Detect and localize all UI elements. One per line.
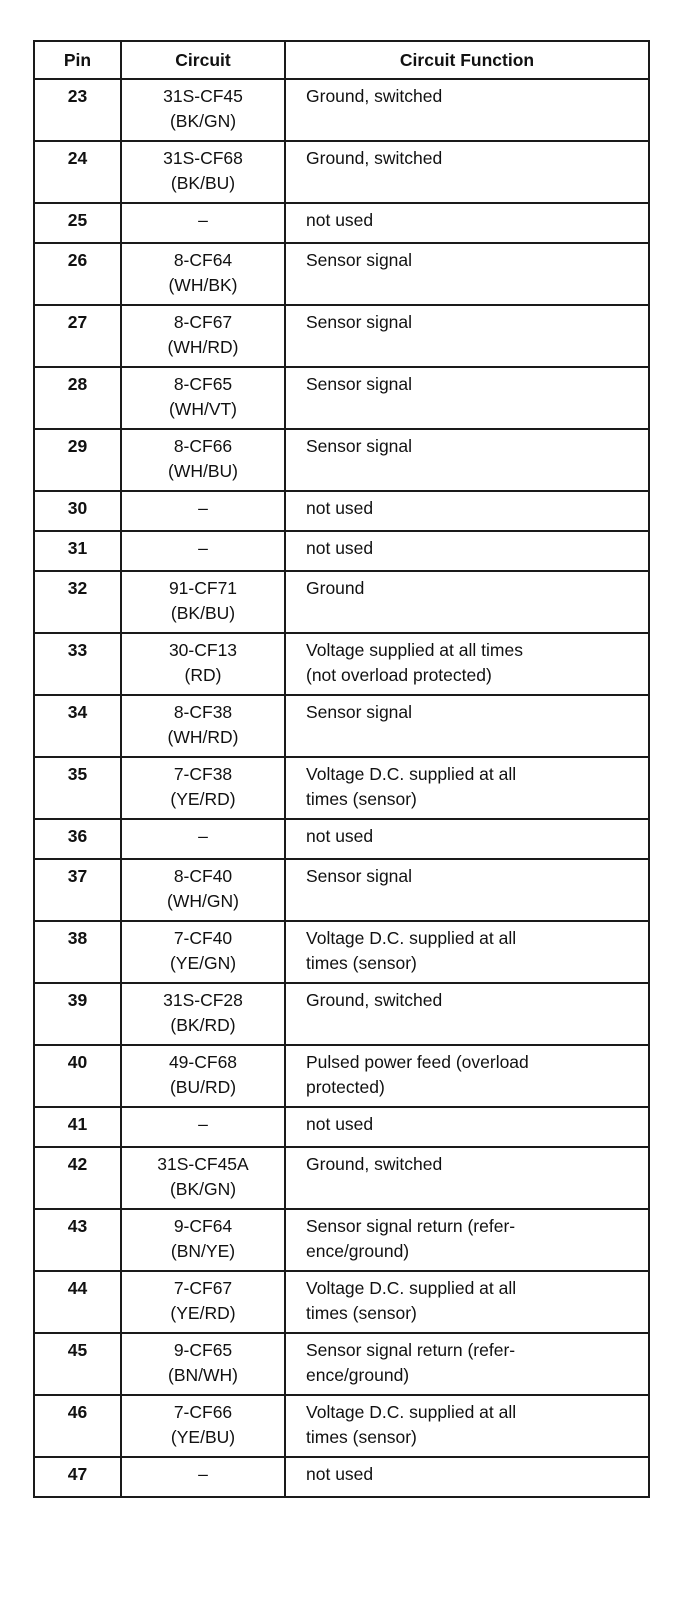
function-text: Sensor signal return (refer- (306, 1216, 516, 1236)
table-row (34, 757, 649, 819)
wire-color: (WH/VT) (168, 399, 238, 419)
function-text: Sensor signal (306, 866, 413, 886)
pin-cell: 43 (34, 1209, 121, 1271)
wire-color: (BN/WH) (168, 1365, 238, 1385)
function-text: times (sensor) (306, 1303, 417, 1323)
function-text: not used (306, 1114, 374, 1134)
function-text: Ground, switched (306, 990, 443, 1010)
circuit-code: 91-CF71 (168, 578, 238, 598)
table-row (34, 1209, 649, 1271)
circuit-cell (121, 757, 285, 819)
table-row (34, 367, 649, 429)
pin-cell: 39 (34, 983, 121, 1045)
circuit-cell (121, 79, 285, 141)
circuit-cell (121, 571, 285, 633)
circuit-function-cell (285, 921, 649, 983)
table-row (34, 531, 649, 571)
table-row (34, 1333, 649, 1395)
table-header-row (34, 41, 649, 79)
function-text: not used (306, 210, 374, 230)
table-row (34, 819, 649, 859)
circuit-code: 9-CF65 (173, 1340, 233, 1360)
table-row (34, 1045, 649, 1107)
function-text: Ground, switched (306, 86, 443, 106)
wire-color: (YE/BU) (170, 1427, 236, 1447)
circuit-function-cell (285, 633, 649, 695)
wire-color: (BK/GN) (169, 111, 237, 131)
pin-cell: 36 (34, 819, 121, 859)
circuit-code: 31S-CF45 (163, 86, 243, 106)
circuit-code: – (198, 538, 208, 558)
circuit-code: 9-CF64 (173, 1216, 233, 1236)
circuit-cell (121, 367, 285, 429)
table-row (34, 491, 649, 531)
circuit-code: – (198, 210, 208, 230)
circuit-function-cell (285, 429, 649, 491)
circuit-cell (121, 141, 285, 203)
circuit-cell (121, 1107, 285, 1147)
function-text: ence/ground) (306, 1241, 410, 1261)
table-row (34, 1457, 649, 1497)
pin-cell: 32 (34, 571, 121, 633)
table-row (34, 571, 649, 633)
circuit-function-cell (285, 305, 649, 367)
pin-cell: 30 (34, 491, 121, 531)
circuit-function-cell (285, 1333, 649, 1395)
table-row (34, 695, 649, 757)
pin-cell: 37 (34, 859, 121, 921)
circuit-cell (121, 921, 285, 983)
header-pin: Pin (34, 41, 121, 79)
circuit-function-cell (285, 859, 649, 921)
wire-color: (BK/BU) (170, 173, 236, 193)
circuit-function-cell (285, 141, 649, 203)
circuit-cell (121, 243, 285, 305)
function-text: Ground, switched (306, 148, 443, 168)
header-circuit: Circuit (121, 41, 285, 79)
pin-cell: 25 (34, 203, 121, 243)
function-text: protected) (306, 1077, 385, 1097)
table-body (34, 79, 649, 1497)
wire-color: (WH/GN) (167, 891, 239, 911)
circuit-cell (121, 531, 285, 571)
pin-cell: 46 (34, 1395, 121, 1457)
pin-cell: 45 (34, 1333, 121, 1395)
circuit-code: 7-CF38 (173, 764, 233, 784)
pin-cell: 34 (34, 695, 121, 757)
table-row (34, 203, 649, 243)
function-text: Sensor signal (306, 312, 413, 332)
circuit-function-cell (285, 491, 649, 531)
circuit-cell (121, 1333, 285, 1395)
circuit-code: 8-CF66 (173, 436, 233, 456)
wire-color: (YE/GN) (169, 953, 237, 973)
circuit-code: – (198, 498, 208, 518)
wire-color: (BK/RD) (170, 1015, 236, 1035)
pin-cell: 38 (34, 921, 121, 983)
table-row (34, 305, 649, 367)
function-text: Sensor signal (306, 374, 413, 394)
table-row (34, 79, 649, 141)
circuit-code: 30-CF13 (168, 640, 238, 660)
circuit-cell (121, 1457, 285, 1497)
table-row (34, 429, 649, 491)
circuit-function-cell (285, 243, 649, 305)
wire-color: (WH/RD) (167, 337, 239, 357)
header-circuit-function: Circuit Function (285, 41, 649, 79)
circuit-cell (121, 859, 285, 921)
function-text: Voltage D.C. supplied at all (306, 764, 517, 784)
wire-color: (WH/BU) (168, 461, 238, 481)
circuit-cell (121, 633, 285, 695)
pin-cell: 47 (34, 1457, 121, 1497)
function-text: Sensor signal (306, 702, 413, 722)
circuit-function-cell (285, 1147, 649, 1209)
circuit-cell (121, 1045, 285, 1107)
circuit-code: 7-CF67 (173, 1278, 233, 1298)
pin-cell: 44 (34, 1271, 121, 1333)
circuit-code: 8-CF40 (173, 866, 233, 886)
pin-cell: 33 (34, 633, 121, 695)
circuit-code: – (198, 826, 208, 846)
wire-color: (BK/BU) (170, 603, 236, 623)
table-row (34, 633, 649, 695)
circuit-cell (121, 1209, 285, 1271)
pin-table-container (33, 40, 648, 1498)
circuit-function-cell (285, 531, 649, 571)
function-text: times (sensor) (306, 789, 417, 809)
circuit-cell (121, 491, 285, 531)
circuit-function-cell (285, 695, 649, 757)
circuit-code: 31S-CF68 (163, 148, 243, 168)
function-text: Voltage D.C. supplied at all (306, 928, 517, 948)
circuit-function-cell (285, 757, 649, 819)
pin-cell: 28 (34, 367, 121, 429)
table-row (34, 1271, 649, 1333)
circuit-code: 7-CF40 (173, 928, 233, 948)
circuit-function-cell (285, 1107, 649, 1147)
function-text: not used (306, 538, 374, 558)
circuit-function-cell (285, 1271, 649, 1333)
table-row (34, 983, 649, 1045)
circuit-function-cell (285, 819, 649, 859)
circuit-function-cell (285, 1045, 649, 1107)
pin-cell: 42 (34, 1147, 121, 1209)
circuit-cell (121, 819, 285, 859)
circuit-code: 31S-CF45A (157, 1154, 249, 1174)
function-text: Voltage D.C. supplied at all (306, 1402, 517, 1422)
wire-color: (BU/RD) (169, 1077, 237, 1097)
circuit-function-cell (285, 203, 649, 243)
pin-cell: 27 (34, 305, 121, 367)
function-text: Sensor signal (306, 250, 413, 270)
circuit-code: 8-CF67 (173, 312, 233, 332)
function-text: not used (306, 826, 374, 846)
circuit-function-cell (285, 367, 649, 429)
function-text: Sensor signal (306, 436, 413, 456)
function-text: Ground (306, 578, 365, 598)
wire-color: (RD) (184, 665, 222, 685)
wire-color: (WH/BK) (168, 275, 238, 295)
pin-cell: 23 (34, 79, 121, 141)
wire-color: (WH/RD) (167, 727, 239, 747)
wire-color: (YE/RD) (170, 1303, 236, 1323)
table-row (34, 921, 649, 983)
pin-cell: 35 (34, 757, 121, 819)
table-row (34, 243, 649, 305)
function-text: Sensor signal return (refer- (306, 1340, 516, 1360)
pin-cell: 24 (34, 141, 121, 203)
pin-cell: 41 (34, 1107, 121, 1147)
circuit-function-cell (285, 1457, 649, 1497)
table-row (34, 859, 649, 921)
circuit-code: 8-CF65 (173, 374, 233, 394)
table-row (34, 141, 649, 203)
function-text: Voltage supplied at all times (306, 640, 523, 660)
pin-cell: 29 (34, 429, 121, 491)
pin-cell: 31 (34, 531, 121, 571)
wire-color: (BN/YE) (170, 1241, 236, 1261)
circuit-cell (121, 1271, 285, 1333)
circuit-function-cell (285, 983, 649, 1045)
table-row (34, 1107, 649, 1147)
circuit-code: 31S-CF28 (163, 990, 243, 1010)
function-text: not used (306, 1464, 374, 1484)
circuit-function-cell (285, 1395, 649, 1457)
function-text: (not overload protected) (306, 665, 492, 685)
wire-color: (YE/RD) (170, 789, 236, 809)
function-text: times (sensor) (306, 1427, 417, 1447)
circuit-function-cell (285, 1209, 649, 1271)
circuit-cell (121, 695, 285, 757)
circuit-cell (121, 305, 285, 367)
circuit-cell (121, 1147, 285, 1209)
function-text: Pulsed power feed (overload (306, 1052, 529, 1072)
pin-cell: 26 (34, 243, 121, 305)
function-text: not used (306, 498, 374, 518)
pin-table (33, 40, 650, 1498)
table-row (34, 1395, 649, 1457)
function-text: Ground, switched (306, 1154, 443, 1174)
table-row (34, 1147, 649, 1209)
circuit-cell (121, 1395, 285, 1457)
wire-color: (BK/GN) (169, 1179, 237, 1199)
function-text: times (sensor) (306, 953, 417, 973)
circuit-code: 8-CF64 (173, 250, 233, 270)
function-text: ence/ground) (306, 1365, 410, 1385)
circuit-code: 7-CF66 (173, 1402, 233, 1422)
circuit-code: – (198, 1464, 208, 1484)
circuit-function-cell (285, 571, 649, 633)
circuit-function-cell (285, 79, 649, 141)
circuit-code: 8-CF38 (173, 702, 233, 722)
circuit-cell (121, 203, 285, 243)
pin-cell: 40 (34, 1045, 121, 1107)
circuit-code: 49-CF68 (168, 1052, 238, 1072)
circuit-cell (121, 429, 285, 491)
function-text: Voltage D.C. supplied at all (306, 1278, 517, 1298)
circuit-code: – (198, 1114, 208, 1134)
circuit-cell (121, 983, 285, 1045)
